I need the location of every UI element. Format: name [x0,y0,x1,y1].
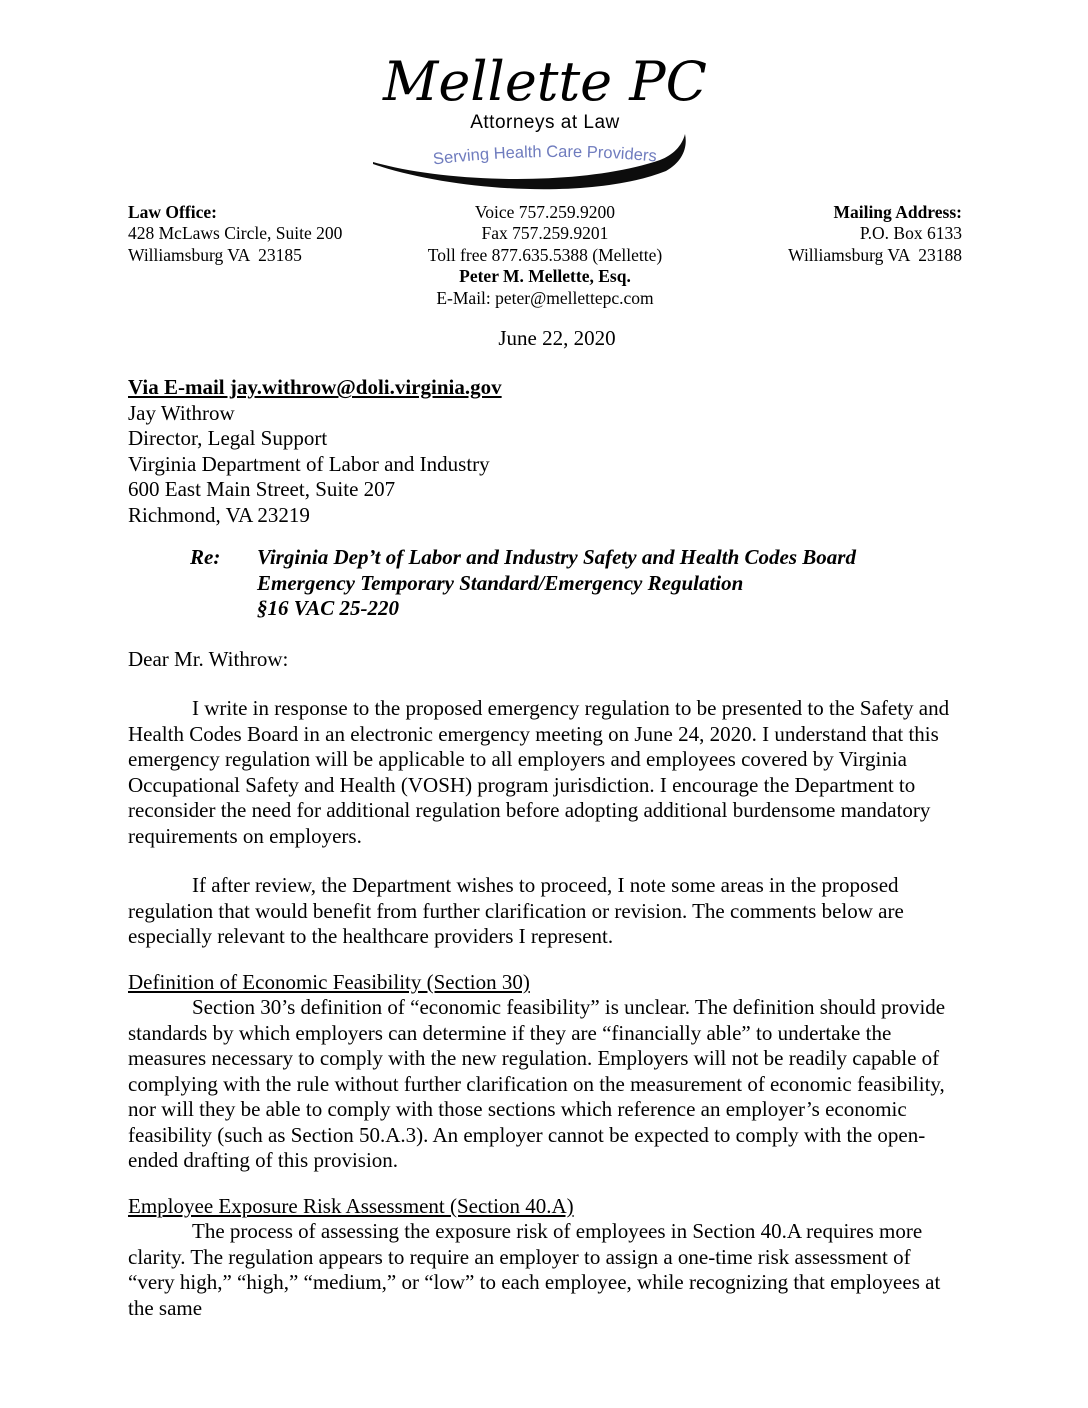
attorney-name: Peter M. Mellette, Esq. [459,266,631,287]
law-office-city: Williamsburg VA 23185 [128,244,302,265]
recipient-org: Virginia Department of Labor and Industry [128,451,490,476]
recipient-block [128,375,962,528]
firm-name: Mellette PC [383,50,707,113]
via-email-line: Via E-mail jay.withrow@doli.virginia.gov [128,375,502,400]
paragraph-intro: I write in response to the proposed emergency regulation to be presented to the Safety and Health Codes Board in an electronic emergency meeting on June 24, 2020. I understand that this emergency regulation will be applicable to all employers and employees covered by Virginia Occupational Safety and Health (VOSH) program jurisdiction. I encourage the Department to reconsider the need for additional regulation before adopting additional burdensome mandatory requirements on employers. [128,696,950,848]
firm-logo [335,50,755,190]
fax-number: Fax 757.259.9201 [481,223,609,244]
re-label: Re: [190,545,221,570]
re-line-2: Emergency Temporary Standard/Emergency Regulation [257,570,744,595]
letterhead-contact [128,202,962,310]
phone-block [387,202,704,310]
recipient-city: Richmond, VA 23219 [128,502,310,527]
law-office-street: 428 McLaws Circle, Suite 200 [128,223,343,244]
law-office-label: Law Office: [128,201,217,222]
re-block [190,545,962,622]
logo-swoosh-art [355,128,735,190]
firm-subtitle: Attorneys at Law [470,111,620,133]
re-line-3: §16 VAC 25-220 [257,596,399,621]
re-line-1: Virginia Dep’t of Labor and Industry Safety and Health Codes Board [257,545,856,570]
tollfree-number: Toll free 877.635.5388 (Mellette) [427,244,663,265]
mailing-city: Williamsburg VA 23188 [788,244,962,265]
recipient-name: Jay Withrow [128,400,235,425]
firm-tagline: Serving Health Care Providers [432,142,658,169]
section-heading-economic-feasibility: Definition of Economic Feasibility (Section 30) [128,969,530,994]
mailing-address-block [703,202,962,310]
recipient-title: Director, Legal Support [128,426,328,451]
voice-number: Voice 757.259.9200 [474,201,616,222]
mailing-label: Mailing Address: [833,201,962,222]
letter-date: June 22, 2020 [498,326,616,351]
salutation: Dear Mr. Withrow: [128,646,289,671]
paragraph-economic-feasibility: Section 30’s definition of “economic feasibility” is unclear. The definition should provide standards by which employers can determine if they are “financially able” to undertake the measures necessary to comply with the new regulation. Employers will not be readily capable of complying with the rule without further clarification on the measurement of economic feasibility, nor will they be able to comply with those sections which reference an employer’s economic feasibility (such as Section 50.A.3). An employer cannot be expected to comply with the open-ended drafting of this provision. [128,995,946,1173]
law-office-block [128,202,387,310]
recipient-street: 600 East Main Street, Suite 207 [128,477,396,502]
re-lines [257,545,856,622]
mailing-pobox: P.O. Box 6133 [859,223,962,244]
paragraph-overview: If after review, the Department wishes to proceed, I note some areas in the proposed regulation that would benefit from further clarification or revision. The comments below are especially relevant to the healthcare providers I represent. [128,873,904,949]
section-heading-exposure-risk: Employee Exposure Risk Assessment (Section 40.A) [128,1193,574,1218]
attorney-email: E-Mail: peter@mellettepc.com [436,287,654,308]
paragraph-exposure-risk: The process of assessing the exposure risk of employees in Section 40.A requires more clarity. The regulation appears to require an employer to assign a one-time risk assessment of “very high,” “high,” “medium,” or “low” to each employee, while recognizing that employees at the same [128,1219,941,1320]
